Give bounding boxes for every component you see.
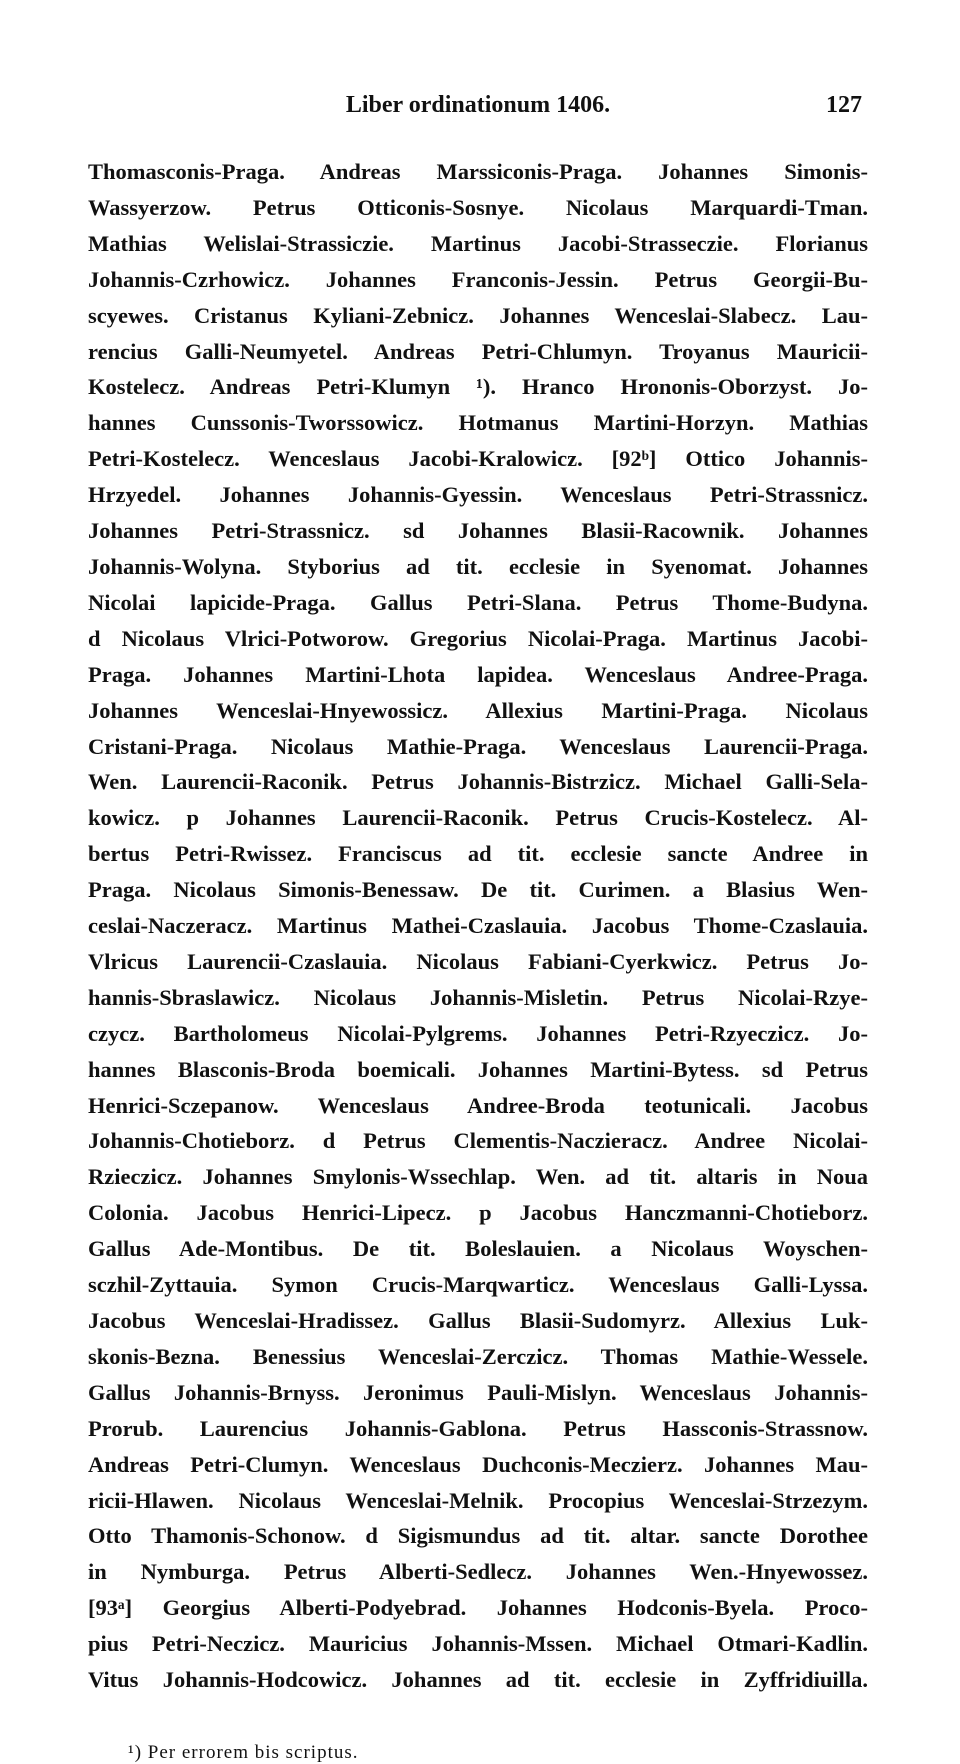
text-line: scyewes. Cristanus Kyliani-Zebnicz. Johannes Wenceslai-Slabecz. Lau- bbox=[88, 302, 868, 328]
text-line: Johannis-Czrhowicz. Johannes Franconis-Jessin. Petrus Georgii-Bu- bbox=[88, 266, 868, 292]
text-line: pius Petri-Neczicz. Mauricius Johannis-Mssen. Michael Otmari-Kadlin. bbox=[88, 1631, 868, 1657]
text-line: kowicz. p Johannes Laurencii-Raconik. Petrus Crucis-Kostelecz. Al- bbox=[88, 805, 868, 831]
page-number: 127 bbox=[826, 92, 862, 118]
text-line: Nicolai lapicide-Praga. Gallus Petri-Slana. Petrus Thome-Budyna. bbox=[88, 589, 868, 615]
text-line: Andreas Petri-Clumyn. Wenceslaus Duchconis-Meczierz. Johannes Mau- bbox=[88, 1451, 868, 1477]
text-line: Rzieczicz. Johannes Smylonis-Wssechlap. Wen. ad tit. altaris in Noua bbox=[88, 1164, 868, 1190]
text-line: Thomasconis-Praga. Andreas Marssiconis-Praga. Johannes Simonis- bbox=[88, 159, 868, 184]
text-line: skonis-Bezna. Benessius Wenceslai-Zerczicz. Thomas Mathie-Wessele. bbox=[88, 1343, 868, 1369]
body-text bbox=[88, 154, 868, 1698]
text-line: Johannes Wenceslai-Hnyewossicz. Allexius Martini-Praga. Nicolaus bbox=[88, 697, 868, 723]
running-title: Liber ordinationum 1406. bbox=[345, 92, 611, 118]
text-line: Praga. Nicolaus Simonis-Benessaw. De tit. Curimen. a Blasius Wen- bbox=[88, 877, 868, 903]
text-line: Petri-Kostelecz. Wenceslaus Jacobi-Kralowicz. [92ᵇ] Ottico Johannis- bbox=[88, 446, 868, 472]
running-head bbox=[88, 92, 868, 128]
text-line: Hrzyedel. Johannes Johannis-Gyessin. Wenceslaus Petri-Strassnicz. bbox=[88, 482, 868, 508]
text-line: hannis-Sbraslawicz. Nicolaus Johannis-Misletin. Petrus Nicolai-Rzye- bbox=[88, 984, 868, 1010]
text-line: Johannis-Chotieborz. d Petrus Clementis-Naczieracz. Andree Nicolai- bbox=[88, 1128, 868, 1154]
text-line: Praga. Johannes Martini-Lhota lapidea. Wenceslaus Andree-Praga. bbox=[88, 661, 868, 687]
text-line: Cristani-Praga. Nicolaus Mathie-Praga. Wenceslaus Laurencii-Praga. bbox=[88, 733, 868, 759]
text-line: Kostelecz. Andreas Petri-Klumyn ¹). Hranco Hrononis-Oborzyst. Jo- bbox=[88, 374, 868, 400]
text-line: Mathias Welislai-Strassiczie. Martinus Jacobi-Strasseczie. Florianus bbox=[88, 230, 868, 256]
text-line: Wassyerzow. Petrus Otticonis-Sosnye. Nicolaus Marquardi-Tman. bbox=[88, 194, 868, 220]
page bbox=[88, 92, 868, 1764]
text-line: sczhil-Zyttauia. Symon Crucis-Marqwarticz. Wenceslaus Galli-Lyssa. bbox=[88, 1272, 868, 1298]
text-line: rencius Galli-Neumyetel. Andreas Petri-Chlumyn. Troyanus Mauricii- bbox=[88, 338, 868, 364]
text-line: Henrici-Sczepanow. Wenceslaus Andree-Broda teotunicali. Jacobus bbox=[88, 1092, 868, 1118]
text-line: [93ᵃ] Georgius Alberti-Podyebrad. Johannes Hodconis-Byela. Proco- bbox=[88, 1595, 868, 1621]
text-line: Johannis-Wolyna. Styborius ad tit. ecclesie in Syenomat. Johannes bbox=[88, 553, 868, 579]
text-line: Wen. Laurencii-Raconik. Petrus Johannis-Bistrzicz. Michael Galli-Sela- bbox=[88, 769, 868, 795]
text-line: Prorub. Laurencius Johannis-Gablona. Petrus Hassconis-Strassnow. bbox=[88, 1415, 868, 1441]
text-line: Gallus Ade-Montibus. De tit. Boleslauien. a Nicolaus Woyschen- bbox=[88, 1236, 868, 1262]
text-line: Johannes Petri-Strassnicz. sd Johannes Blasii-Racownik. Johannes bbox=[88, 518, 868, 544]
text-line: Colonia. Jacobus Henrici-Lipecz. p Jacobus Hanczmanni-Chotieborz. bbox=[88, 1200, 868, 1226]
text-line: ricii-Hlawen. Nicolaus Wenceslai-Melnik. Procopius Wenceslai-Strzezym. bbox=[88, 1487, 868, 1513]
text-line: hannes Blasconis-Broda boemicali. Johannes Martini-Bytess. sd Petrus bbox=[88, 1056, 868, 1082]
text-line: d Nicolaus Vlrici-Potworow. Gregorius Nicolai-Praga. Martinus Jacobi- bbox=[88, 625, 868, 651]
text-line: hannes Cunssonis-Tworssowicz. Hotmanus Martini-Horzyn. Mathias bbox=[88, 410, 868, 436]
text-line: in Nymburga. Petrus Alberti-Sedlecz. Johannes Wen.-Hnyewossez. bbox=[88, 1559, 868, 1585]
text-line: Vitus Johannis-Hodcowicz. Johannes ad tit. ecclesie in Zyffridiuilla. bbox=[88, 1667, 868, 1693]
text-line: Jacobus Wenceslai-Hradissez. Gallus Blasii-Sudomyrz. Allexius Luk- bbox=[88, 1308, 868, 1333]
text-line: Gallus Johannis-Brnyss. Jeronimus Pauli-Mislyn. Wenceslaus Johannis- bbox=[88, 1379, 868, 1405]
text-line: Vlricus Laurencii-Czaslauia. Nicolaus Fabiani-Cyerkwicz. Petrus Jo- bbox=[88, 948, 868, 974]
footnote: ¹) Per errorem bis scriptus. bbox=[128, 1741, 359, 1763]
text-line: ceslai-Naczeracz. Martinus Mathei-Czaslauia. Jacobus Thome-Czaslauia. bbox=[88, 913, 868, 939]
text-line: czycz. Bartholomeus Nicolai-Pylgrems. Johannes Petri-Rzyeczicz. Jo- bbox=[88, 1020, 868, 1046]
text-line: Otto Thamonis-Schonow. d Sigismundus ad tit. altar. sancte Dorothee bbox=[88, 1523, 868, 1549]
text-line: bertus Petri-Rwissez. Franciscus ad tit. ecclesie sancte Andree in bbox=[88, 841, 868, 867]
